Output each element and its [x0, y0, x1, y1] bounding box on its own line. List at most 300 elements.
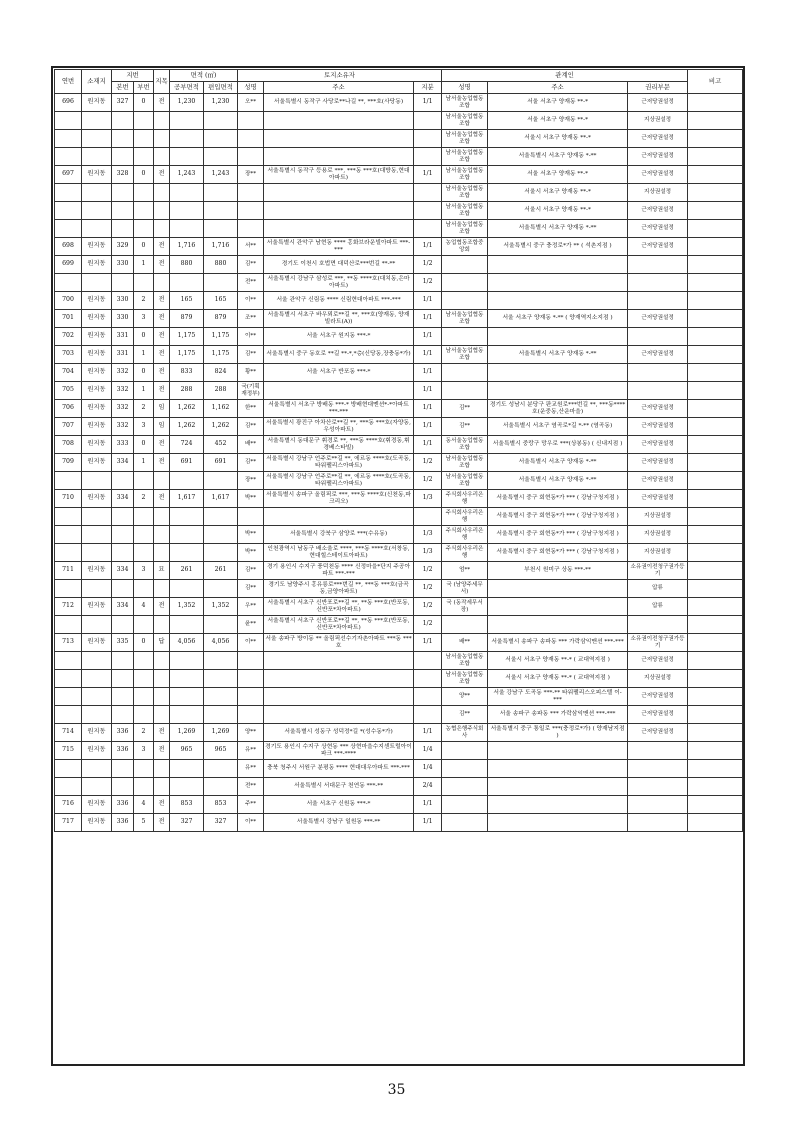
row-share	[414, 148, 442, 166]
row-owner-addr	[264, 202, 414, 220]
row-share: 1/2	[414, 454, 442, 472]
row-sub-lot: 1	[134, 256, 154, 274]
row-rel-right: 근저당권설정	[628, 490, 688, 508]
row-land-type: 전	[154, 94, 170, 112]
row-rel-right: 근저당권설정	[628, 724, 688, 742]
row-rel-right: 지상권설정	[628, 112, 688, 130]
row-rel-right: 근저당권설정	[628, 706, 688, 724]
row-no: 713	[55, 634, 82, 652]
row-no: 708	[55, 436, 82, 454]
row-rel-addr	[488, 292, 628, 310]
row-incorp-area	[204, 760, 238, 778]
row-owner-addr	[264, 670, 414, 688]
row-owner-addr: 서울특별시 송파구 올림픽로 ***, ***동 ****호(신천동,파크리오)	[264, 490, 414, 508]
row-owner-name: 유**	[238, 760, 264, 778]
row-no	[55, 472, 82, 490]
row-incorp-area: 452	[204, 436, 238, 454]
row-no	[55, 526, 82, 544]
row-public-area	[170, 526, 204, 544]
row-rel-addr: 서울시 서초구 양재동 **-* ( 교대역지점 )	[488, 652, 628, 670]
row-location	[82, 688, 112, 706]
row-sub-lot: 2	[134, 292, 154, 310]
row-sub-lot: 0	[134, 328, 154, 346]
row-location	[82, 652, 112, 670]
header-sub-lot: 부번	[134, 82, 154, 94]
row-location: 원지동	[82, 796, 112, 814]
row-incorp-area: 1,162	[204, 400, 238, 418]
row-land-type: 전	[154, 238, 170, 256]
row-owner-addr: 서울특별시 관악구 남현동 **** 홍화브라운빌아파트 ***-***	[264, 238, 414, 256]
row-share: 1/2	[414, 472, 442, 490]
row-public-area: 1,175	[170, 328, 204, 346]
row-rel-name: 남서울농업협동조합	[442, 670, 488, 688]
row-incorp-area: 880	[204, 256, 238, 274]
row-incorp-area: 1,716	[204, 238, 238, 256]
table-body	[55, 94, 743, 832]
row-incorp-area	[204, 472, 238, 490]
table-row	[55, 544, 743, 562]
row-land-type: 전	[154, 814, 170, 832]
row-share: 1/1	[414, 364, 442, 382]
row-rel-right: 지상권설정	[628, 508, 688, 526]
row-note	[688, 670, 743, 688]
row-no: 698	[55, 238, 82, 256]
row-owner-name: 유**	[238, 742, 264, 760]
row-owner-addr: 서울특별시 서초구 바우뫼로**길 **, ***호(양재동, 양재빌라트(A))	[264, 310, 414, 328]
row-public-area	[170, 472, 204, 490]
row-owner-name: 김**	[238, 346, 264, 364]
header-rel-right: 권리부문	[628, 82, 688, 94]
row-rel-right: 소유권이전청구권가등기	[628, 634, 688, 652]
row-main-lot: 330	[112, 256, 134, 274]
row-owner-name: 김**	[238, 562, 264, 580]
row-rel-addr	[488, 616, 628, 634]
row-main-lot: 334	[112, 490, 134, 508]
table-row	[55, 202, 743, 220]
row-incorp-area	[204, 148, 238, 166]
row-owner-name: 박**	[238, 490, 264, 508]
row-owner-addr: 서울특별시 강남구 일원동 ***-**	[264, 814, 414, 832]
row-owner-addr: 서울 서초구 원지동 ***-*	[264, 328, 414, 346]
row-share: 1/4	[414, 742, 442, 760]
header-land-type: 지목	[154, 70, 170, 94]
row-rel-right	[628, 382, 688, 400]
row-share	[414, 202, 442, 220]
row-rel-name: 주식회사우리은행	[442, 490, 488, 508]
row-sub-lot	[134, 508, 154, 526]
row-share: 1/2	[414, 616, 442, 634]
row-rel-addr: 서울시 서초구 양재동 **-*	[488, 184, 628, 202]
row-incorp-area: 691	[204, 454, 238, 472]
table-row	[55, 112, 743, 130]
row-note	[688, 526, 743, 544]
row-rel-name: 남서울농업협동조합	[442, 310, 488, 328]
table-row	[55, 220, 743, 238]
row-note	[688, 544, 743, 562]
row-land-type	[154, 670, 170, 688]
row-note	[688, 418, 743, 436]
row-rel-addr	[488, 814, 628, 832]
row-note	[688, 184, 743, 202]
row-public-area: 327	[170, 814, 204, 832]
row-no: 716	[55, 796, 82, 814]
row-rel-name: 김**	[442, 706, 488, 724]
row-location	[82, 220, 112, 238]
row-incorp-area	[204, 508, 238, 526]
row-sub-lot: 0	[134, 166, 154, 184]
table-row	[55, 778, 743, 796]
row-main-lot: 336	[112, 814, 134, 832]
row-main-lot: 332	[112, 364, 134, 382]
row-incorp-area: 261	[204, 562, 238, 580]
row-sub-lot: 4	[134, 796, 154, 814]
row-public-area: 1,716	[170, 238, 204, 256]
row-sub-lot: 2	[134, 490, 154, 508]
row-location	[82, 112, 112, 130]
row-incorp-area	[204, 112, 238, 130]
table-row	[55, 184, 743, 202]
header-main-lot: 본번	[112, 82, 134, 94]
row-owner-name: 김**	[238, 580, 264, 598]
row-rel-name: 김**	[442, 400, 488, 418]
row-rel-right: 근저당권설정	[628, 346, 688, 364]
row-location: 원지동	[82, 490, 112, 508]
row-location	[82, 670, 112, 688]
row-owner-addr: 서울특별시 광진구 아차산로**길 **, ***동 ***호(자양동, 우성아파트)	[264, 418, 414, 436]
row-land-type: 묘	[154, 562, 170, 580]
row-owner-name: 김**	[238, 256, 264, 274]
row-note	[688, 724, 743, 742]
row-rel-addr	[488, 760, 628, 778]
row-owner-name	[238, 508, 264, 526]
row-rel-name	[442, 364, 488, 382]
table-row	[55, 130, 743, 148]
row-owner-addr: 서울 서초구 반포동 ***-*	[264, 364, 414, 382]
row-main-lot	[112, 760, 134, 778]
row-main-lot: 331	[112, 346, 134, 364]
row-rel-addr: 서울시 서초구 양재동 **-* ( 교대역지점 )	[488, 670, 628, 688]
row-land-type: 전	[154, 364, 170, 382]
header-related: 관계인	[442, 70, 688, 82]
row-owner-name	[238, 220, 264, 238]
row-rel-right: 지상권설정	[628, 544, 688, 562]
row-public-area: 1,243	[170, 166, 204, 184]
row-location: 원지동	[82, 400, 112, 418]
row-owner-addr: 서울특별시 강북구 삼양로 ***(수유동)	[264, 526, 414, 544]
row-sub-lot	[134, 778, 154, 796]
row-sub-lot: 3	[134, 562, 154, 580]
row-owner-name: 김**	[238, 454, 264, 472]
row-owner-name: 전**	[238, 778, 264, 796]
table-row	[55, 436, 743, 454]
row-owner-name: 이**	[238, 292, 264, 310]
row-owner-name: 이**	[238, 814, 264, 832]
row-note	[688, 364, 743, 382]
row-owner-name: 황**	[238, 364, 264, 382]
row-no: 714	[55, 724, 82, 742]
row-sub-lot: 3	[134, 418, 154, 436]
table-row	[55, 670, 743, 688]
row-no	[55, 670, 82, 688]
row-main-lot	[112, 526, 134, 544]
row-incorp-area: 1,243	[204, 166, 238, 184]
row-share: 1/1	[414, 166, 442, 184]
row-share: 1/1	[414, 634, 442, 652]
row-land-type: 전	[154, 292, 170, 310]
row-public-area: 261	[170, 562, 204, 580]
row-note	[688, 94, 743, 112]
row-main-lot	[112, 274, 134, 292]
header-owner-addr: 주소	[264, 82, 414, 94]
table-row	[55, 328, 743, 346]
row-rel-name: 남서울농업협동조합	[442, 454, 488, 472]
row-land-type	[154, 580, 170, 598]
row-rel-right: 근저당권설정	[628, 202, 688, 220]
row-land-type	[154, 274, 170, 292]
row-owner-name	[238, 184, 264, 202]
row-rel-addr: 서울특별시 서초구 양재동 *-**	[488, 148, 628, 166]
row-no	[55, 220, 82, 238]
row-incorp-area: 879	[204, 310, 238, 328]
row-rel-addr: 서울 강남구 도곡동 ***-** 타워팰리스오피스텔 이-***	[488, 688, 628, 706]
row-rel-right: 근저당권설정	[628, 238, 688, 256]
row-incorp-area: 165	[204, 292, 238, 310]
row-public-area: 1,269	[170, 724, 204, 742]
row-main-lot	[112, 148, 134, 166]
table-row	[55, 742, 743, 760]
row-share	[414, 688, 442, 706]
row-rel-name: 남서울농업협동조합	[442, 94, 488, 112]
row-owner-name	[238, 148, 264, 166]
row-share	[414, 112, 442, 130]
table-row	[55, 526, 743, 544]
row-main-lot	[112, 580, 134, 598]
row-incorp-area: 1,262	[204, 418, 238, 436]
row-share	[414, 184, 442, 202]
row-main-lot: 334	[112, 598, 134, 616]
row-note	[688, 112, 743, 130]
row-rel-name	[442, 616, 488, 634]
row-rel-right	[628, 814, 688, 832]
row-no	[55, 202, 82, 220]
row-note	[688, 580, 743, 598]
row-rel-name: 배**	[442, 634, 488, 652]
row-no: 700	[55, 292, 82, 310]
row-owner-addr: 서울특별시 강남구 언주로**길 **, 에르동 ****호(도곡동,타워팰리스아파트)	[264, 472, 414, 490]
header-owner: 토지소유자	[238, 70, 442, 82]
row-location: 원지동	[82, 292, 112, 310]
row-public-area	[170, 220, 204, 238]
row-sub-lot	[134, 544, 154, 562]
row-rel-addr: 서울특별시 중구 회현동*가 *** ( 강남구청지점 )	[488, 544, 628, 562]
row-rel-name	[442, 256, 488, 274]
row-owner-addr: 인천광역시 남동구 배소울로 ****, ***동 ****호(서창동,현대힐스테이트아파트)	[264, 544, 414, 562]
row-share: 1/2	[414, 274, 442, 292]
row-sub-lot	[134, 760, 154, 778]
row-land-type: 전	[154, 310, 170, 328]
row-note	[688, 742, 743, 760]
row-rel-addr: 서울특별시 서초구 양재동 *-**	[488, 220, 628, 238]
row-owner-addr	[264, 130, 414, 148]
row-rel-addr	[488, 382, 628, 400]
row-no: 697	[55, 166, 82, 184]
row-main-lot	[112, 652, 134, 670]
row-owner-name	[238, 130, 264, 148]
table-row	[55, 634, 743, 652]
row-sub-lot: 0	[134, 94, 154, 112]
header-incorp-area: 편입면적	[204, 82, 238, 94]
row-rel-addr: 서울특별시 송파구 송파동 *** 가락삼익맨션 ***-***	[488, 634, 628, 652]
row-incorp-area	[204, 580, 238, 598]
row-sub-lot: 3	[134, 310, 154, 328]
row-rel-addr: 서울특별시 중구 회현동*가 *** ( 강남구청지점 )	[488, 526, 628, 544]
row-land-type	[154, 130, 170, 148]
row-rel-addr	[488, 778, 628, 796]
header-rel-name: 성명	[442, 82, 488, 94]
row-public-area: 1,230	[170, 94, 204, 112]
row-public-area: 1,262	[170, 418, 204, 436]
row-incorp-area	[204, 526, 238, 544]
row-land-type	[154, 202, 170, 220]
row-note	[688, 166, 743, 184]
row-public-area: 879	[170, 310, 204, 328]
row-owner-addr: 서울특별시 중구 동호로 **길 **-*,*층(신당동,장충동*가)	[264, 346, 414, 364]
table-row	[55, 94, 743, 112]
row-public-area	[170, 760, 204, 778]
row-public-area: 965	[170, 742, 204, 760]
row-rel-right: 근저당권설정	[628, 472, 688, 490]
row-rel-addr: 서울시 서초구 양재동 **-*	[488, 202, 628, 220]
row-rel-name: 남서울농업협동조합	[442, 184, 488, 202]
row-sub-lot: 0	[134, 436, 154, 454]
table-row	[55, 346, 743, 364]
row-share: 1/3	[414, 526, 442, 544]
row-incorp-area: 824	[204, 364, 238, 382]
row-owner-name	[238, 652, 264, 670]
row-owner-name: 김**	[238, 418, 264, 436]
row-sub-lot	[134, 184, 154, 202]
row-share: 1/2	[414, 598, 442, 616]
row-location: 원지동	[82, 598, 112, 616]
table-row	[55, 310, 743, 328]
row-no: 712	[55, 598, 82, 616]
row-land-type: 전	[154, 454, 170, 472]
header-area: 면적 (㎡)	[170, 70, 238, 82]
row-land-type	[154, 220, 170, 238]
row-incorp-area	[204, 184, 238, 202]
row-note	[688, 310, 743, 328]
row-location: 원지동	[82, 382, 112, 400]
row-no: 709	[55, 454, 82, 472]
row-main-lot	[112, 508, 134, 526]
row-sub-lot	[134, 688, 154, 706]
row-main-lot: 334	[112, 454, 134, 472]
row-note	[688, 274, 743, 292]
row-owner-name: 장**	[238, 166, 264, 184]
row-location: 원지동	[82, 364, 112, 382]
row-owner-name: 박**	[238, 544, 264, 562]
table-row	[55, 562, 743, 580]
row-incorp-area	[204, 670, 238, 688]
table-row	[55, 166, 743, 184]
row-location: 원지동	[82, 94, 112, 112]
row-owner-addr: 서울특별시 강남구 언주로**길 **, 에르동 ****호(도곡동,타워팰리스아파트)	[264, 454, 414, 472]
row-land-type: 임	[154, 418, 170, 436]
row-location	[82, 202, 112, 220]
row-public-area	[170, 688, 204, 706]
row-note	[688, 760, 743, 778]
row-land-type: 전	[154, 346, 170, 364]
row-owner-addr	[264, 148, 414, 166]
row-rel-right: 근저당권설정	[628, 166, 688, 184]
row-no	[55, 274, 82, 292]
row-incorp-area: 1,175	[204, 346, 238, 364]
row-rel-right	[628, 760, 688, 778]
table-row	[55, 274, 743, 292]
row-note	[688, 778, 743, 796]
row-owner-addr: 서울특별시 서초구 방배동 ***-* 방배현대멘션*-*아파트 ***-***	[264, 400, 414, 418]
row-rel-right: 압류	[628, 598, 688, 616]
row-owner-addr: 서울 관악구 신림동 **** 신림현대아파트 ***-***	[264, 292, 414, 310]
row-owner-addr: 경기도 용인시 수지구 상현동 *** 상현마을수지센트럴아이파크 ***-****	[264, 742, 414, 760]
row-main-lot: 336	[112, 742, 134, 760]
row-land-type: 전	[154, 724, 170, 742]
row-location: 원지동	[82, 346, 112, 364]
row-main-lot: 330	[112, 310, 134, 328]
row-main-lot	[112, 130, 134, 148]
row-share: 1/1	[414, 346, 442, 364]
header-owner-name: 성명	[238, 82, 264, 94]
row-sub-lot	[134, 274, 154, 292]
row-note	[688, 130, 743, 148]
row-owner-name	[238, 706, 264, 724]
row-rel-name	[442, 742, 488, 760]
row-no: 707	[55, 418, 82, 436]
row-land-type	[154, 508, 170, 526]
row-land-type	[154, 760, 170, 778]
row-note	[688, 796, 743, 814]
row-rel-addr: 서울특별시 중랑구 망우로 ***(상봉동) ( 신내지점 )	[488, 436, 628, 454]
row-share: 1/1	[414, 310, 442, 328]
row-owner-name	[238, 202, 264, 220]
row-incorp-area	[204, 544, 238, 562]
row-location	[82, 580, 112, 598]
table-row	[55, 652, 743, 670]
row-sub-lot	[134, 616, 154, 634]
row-location: 원지동	[82, 814, 112, 832]
row-share	[414, 220, 442, 238]
row-main-lot	[112, 220, 134, 238]
row-note	[688, 436, 743, 454]
row-public-area	[170, 202, 204, 220]
row-main-lot: 334	[112, 562, 134, 580]
row-location	[82, 472, 112, 490]
row-owner-name: 장**	[238, 472, 264, 490]
row-location: 원지동	[82, 256, 112, 274]
row-share: 1/1	[414, 724, 442, 742]
row-public-area: 833	[170, 364, 204, 382]
row-rel-addr	[488, 742, 628, 760]
row-rel-right: 근저당권설정	[628, 148, 688, 166]
row-note	[688, 454, 743, 472]
row-share	[414, 130, 442, 148]
row-no	[55, 616, 82, 634]
row-no: 703	[55, 346, 82, 364]
table-row	[55, 454, 743, 472]
row-rel-addr: 서울특별시 중구 통일로 ***(충정로*가) ( 양재남지점 )	[488, 724, 628, 742]
row-owner-addr	[264, 112, 414, 130]
row-owner-addr: 서울특별시 서초구 신반포로**길 **, **동 ***호(반포동,신반포*차아파트)	[264, 616, 414, 634]
